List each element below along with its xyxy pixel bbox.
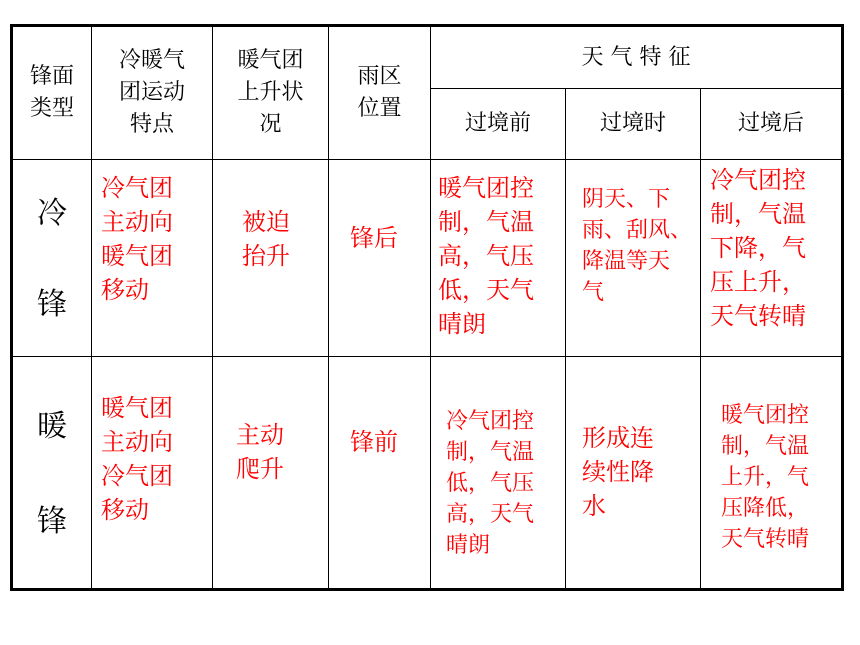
col-divider [565,88,566,589]
header-after: 过境后 [737,111,804,136]
warm-front-motion: 暖气团 主动向 冷气团 移动 [101,394,173,524]
row-divider [10,356,842,357]
header-warm-mass-rise: 暖气团 上升状 况 [237,48,304,137]
front-type-cold-top: 冷 [37,196,67,231]
warm-front-rain: 锋前 [350,428,398,456]
header-before: 过境前 [464,111,531,136]
warm-front-during: 形成连 续性降 水 [582,424,654,520]
header-during: 过境时 [599,111,666,136]
col-divider [700,88,701,589]
cold-front-during: 阴天、下 雨、刮风、 降温等天 气 [582,187,693,305]
table-border-right [841,24,844,591]
header-air-mass-motion: 冷暖气 团运动 特点 [118,48,185,137]
cold-front-rain: 锋后 [350,224,398,252]
cold-front-rise: 被迫 抬升 [242,208,290,270]
warm-front-rise: 主动 爬升 [236,421,284,483]
cold-front-after: 冷气团控 制，气温 下降，气 压上升， 天气转晴 [710,166,806,330]
cold-front-motion: 冷气团 主动向 暖气团 移动 [101,174,173,304]
row-divider [10,159,842,160]
warm-front-before: 冷气团控 制，气温 低，气压 高，天气 晴朗 [446,409,535,558]
header-weather-features: 天 气 特 征 [581,44,691,70]
header-front-type: 锋面 类型 [29,64,74,121]
front-type-cold-bottom: 锋 [37,287,67,322]
header-rain-area: 雨区 位置 [357,64,402,121]
cold-front-before: 暖气团控 制，气温 高，气压 低，天气 晴朗 [438,174,534,338]
front-type-warm-bottom: 锋 [37,504,67,539]
warm-front-after: 暖气团控 制，气温 上升，气 压降低， 天气转晴 [721,403,810,552]
table-border-bottom [10,588,844,591]
front-type-warm-top: 暖 [37,409,67,444]
